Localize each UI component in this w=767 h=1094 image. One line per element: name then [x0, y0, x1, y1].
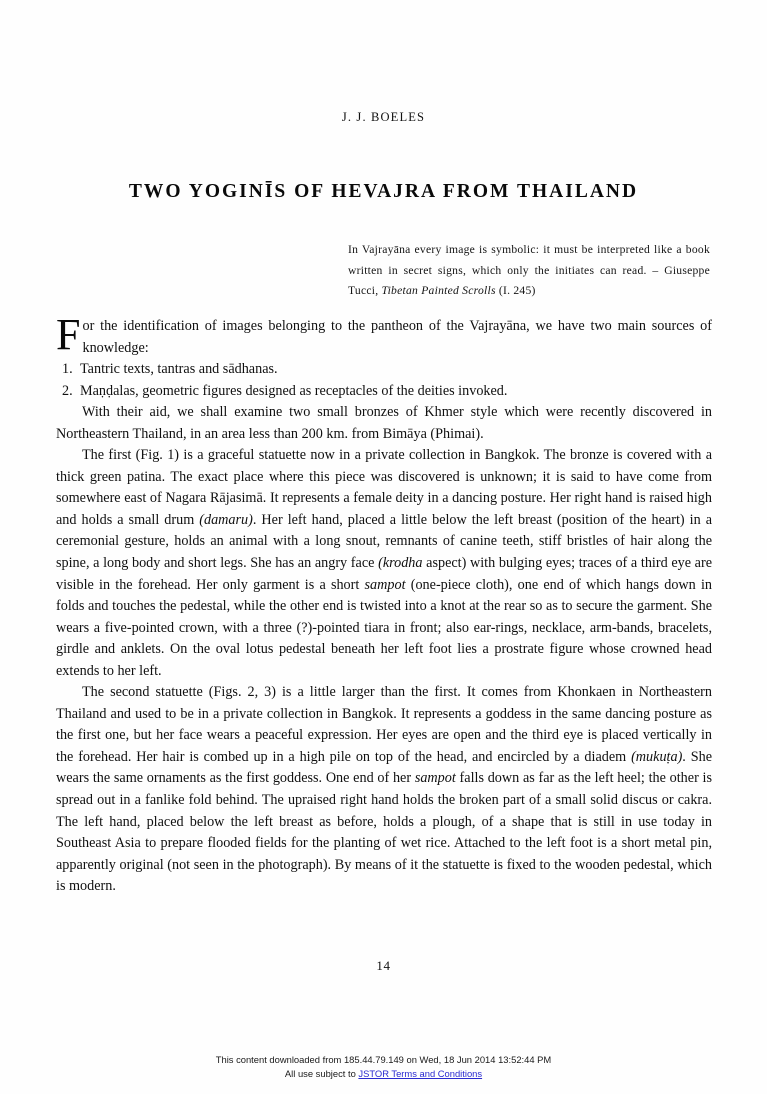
body-text-column	[56, 310, 713, 898]
para3-seg4: (one-piece cloth), one end of which hangs down in folds and touches the pedestal, while the other end is twisted into a knot at the rear so as to secure the garment. She wears a five-pointed crown, with a three (?)-pointed tiara in front; also ear-rings, necklace, arm-bands, bracelets, girdle and anklets. On the oval lotus pedestal beneath her left foot lies a prostrate figure whose crowned head extends to her left.	[56, 576, 712, 679]
jstor-terms-prefix: All use subject to	[284, 1067, 359, 1079]
opening-paragraph-text: or the identification of images belonging to the pantheon of the Vajrayāna, we have two main sources of knowledge:	[82, 318, 712, 356]
list-item-number: 2.	[62, 382, 73, 399]
paragraph-two: With their aid, we shall examine two small bronzes of Khmer style which were recently discovered in Northeastern Thailand, in an area less than 200 km. from Bimāya (Phimai).	[56, 404, 712, 442]
page-title: TWO YOGINĪS OF HEVAJRA FROM THAILAND	[128, 181, 639, 203]
jstor-terms-line	[0, 1067, 767, 1081]
para4-seg3: falls down as far as the left heel; the other is spread out in a fanlike fold behind. The upraised right hand holds the broken part of a small solid discus or cakra. The left hand, placed below the left breast as before, holds a plough, of a shape that is still in use today in Southeast Asia to prepare flooded fields for the planting of wet rice. Attached to the left foot is a short metal pin, apparently original (not seen in the photograph). By means of it the statuette is fixed to the wooden pedestal, which is modern.	[56, 770, 712, 895]
para4-italic-sampot: sampot	[414, 770, 456, 787]
sources-list	[56, 359, 712, 402]
para3-italic-damaru: (damaru)	[199, 511, 253, 528]
paragraph-four	[56, 682, 712, 897]
jstor-download-notice: This content downloaded from 185.44.79.149 on Wed, 18 Jun 2014 13:52:44 PM	[215, 1054, 552, 1065]
jstor-footer	[0, 1053, 767, 1080]
para3-seg2: . Her left hand, placed a little below the left breast (position of the heart) in a ceremonial gesture, holds an animal with a long snout, remnants of canine teeth, stiff bristles of hair along the spine, a long body and short legs. She has an angry face	[56, 511, 712, 572]
para4-seg1: The second statuette (Figs. 2, 3) is a little larger than the first. It comes from Khonkaen in Northeastern Thailand and used to be in a private collection in Bangkok. It represents a goddess in the same dancing posture as the first one, but her face wears a peaceful expression. Her eyes are open and the third eye is placed vertically in the forehead. Her hair is combed up in a high pile on top of the head, and encircled by a diadem	[56, 684, 712, 765]
list-item-number: 1.	[62, 361, 73, 378]
para3-italic-krodha: (krodha	[378, 555, 423, 572]
list-item-label: Maṇḍalas, geometric figures designed as receptacles of the deities invoked.	[80, 382, 508, 399]
para3-seg3: aspect) with bulging eyes; traces of a third eye are visible in the forehead. Her only garment is a short	[56, 555, 713, 593]
list-item-label: Tantric texts, tantras and sādhanas.	[80, 361, 278, 378]
author-name: J. J. BOELES	[341, 110, 426, 124]
opening-paragraph	[56, 310, 712, 359]
drop-cap-letter: F	[56, 310, 81, 359]
para4-seg2: . She wears the same ornaments as the first goddess. One end of her	[56, 748, 712, 787]
list-item	[56, 359, 712, 381]
epigraph-cited-work: Tibetan Painted Scrolls	[381, 284, 496, 297]
para3-seg1: The first (Fig. 1) is a graceful statuette now in a private collection in Bangkok. The bronze is covered with a thick green patina. The exact place where this piece was discovered is unknown; it is said to have come from somewhere east of Nagara Rājasimā. It represents a female deity in a dancing posture. Her right hand is raised high and holds a small drum	[56, 447, 712, 528]
epigraph	[348, 240, 710, 302]
epigraph-text-before: In Vajrayāna every image is symbolic: it must be interpreted like a book written in secret signs, which only the initiates can read. – Giuseppe Tucci,	[348, 243, 710, 297]
para3-italic-sampot: sampot	[364, 576, 406, 593]
paragraph-three	[56, 445, 712, 682]
para4-italic-mukuta: (mukuṭa)	[631, 748, 683, 765]
jstor-terms-link[interactable]: JSTOR Terms and Conditions	[358, 1067, 483, 1079]
page-number: 14	[376, 958, 391, 973]
list-item	[56, 381, 712, 403]
epigraph-text-after: (I. 245)	[495, 284, 536, 297]
